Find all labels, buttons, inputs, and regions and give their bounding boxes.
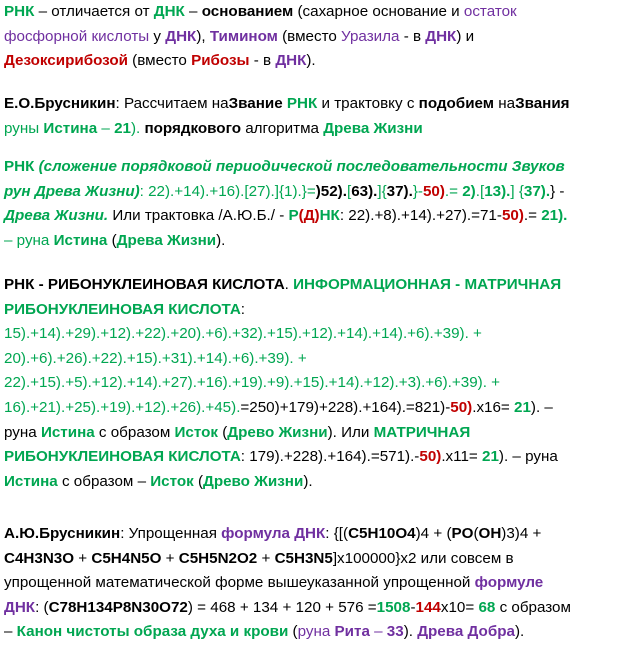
text-run: : Упрощенная	[120, 525, 222, 542]
text-run: }-	[412, 182, 423, 200]
text-run: (	[473, 525, 479, 542]
text-line	[4, 92, 570, 116]
text-run: (вместо	[277, 27, 342, 45]
text-run: Р	[288, 207, 299, 225]
text-line	[4, 0, 517, 24]
text-run: ДНК	[165, 27, 197, 45]
text-run: )	[314, 207, 320, 225]
text-run: (вместо	[127, 52, 192, 70]
text-line	[4, 155, 565, 179]
text-run: : 22).+14).+16).[27).]{1).}=	[139, 182, 316, 200]
text-run: Истина	[43, 119, 98, 137]
text-run: Канон чистоты образа духа и крови	[16, 623, 289, 641]
text-line	[4, 596, 571, 620]
text-run: Звание	[228, 95, 283, 112]
text-run: (	[298, 207, 304, 225]
text-run: 144	[415, 598, 441, 616]
text-line	[4, 620, 524, 644]
text-line	[4, 204, 567, 228]
text-run: ).	[303, 472, 313, 490]
text-line	[4, 470, 313, 494]
text-line	[4, 180, 564, 204]
text-run: ИНФОРМАЦИОННАЯ - МАТРИЧНАЯ	[293, 276, 562, 293]
text-run: ). – руна	[498, 448, 558, 466]
text-run: 15).+14).+29).+12).+22).+20).+6).+32).+15).+12).+14).+14).+6).+39). +	[4, 325, 482, 343]
text-run: Истина	[40, 423, 95, 441]
text-run: Истина	[4, 472, 58, 490]
text-run: : Рассчитаем на	[115, 95, 229, 112]
text-run: ДНК	[275, 52, 307, 70]
text-run: (сахарное основание и	[293, 3, 464, 20]
text-line	[4, 229, 225, 253]
text-run: РНК - РИБОНУКЛЕИНОВАЯ КИСЛОТА	[4, 276, 285, 293]
text-run: : 22).+8).+14).+27).=71-	[339, 207, 502, 225]
text-run: Исток	[174, 423, 218, 441]
text-run: –	[369, 623, 387, 641]
text-run: C5H3N5	[274, 549, 333, 567]
text-run: ),	[196, 27, 210, 45]
text-run: )52).	[315, 182, 347, 200]
text-run: 21	[514, 399, 531, 416]
text-run: Е.О.Брусникин	[4, 95, 116, 112]
text-run: +	[74, 549, 92, 567]
text-run: формуле	[474, 574, 544, 592]
text-run: 50)	[419, 448, 442, 466]
text-run: .x16=	[472, 399, 515, 416]
text-run: алгоритма	[241, 119, 324, 137]
text-run: ) и	[456, 27, 475, 45]
text-run: 2)	[462, 182, 476, 200]
text-run: 50)	[450, 399, 473, 416]
text-run: и трактовку с	[317, 95, 419, 112]
text-run: C5H4N5O	[91, 549, 162, 567]
text-run: Древа Жизни.	[4, 207, 109, 225]
text-run: НК	[319, 207, 340, 225]
text-run: остаток	[463, 3, 517, 20]
text-run: 50)	[422, 182, 445, 200]
text-run: Тимином	[209, 27, 278, 45]
text-run: 21).	[541, 207, 568, 225]
text-run: 50)	[501, 207, 524, 225]
text-run: 68	[478, 598, 496, 616]
text-run: Дезоксирибозой	[4, 52, 128, 70]
text-line	[4, 25, 474, 49]
text-run: ) = 468 + 134 + 120 + 576 =	[187, 598, 377, 616]
text-run: 37).	[523, 182, 551, 200]
text-run: 13).	[484, 182, 511, 200]
text-run: ).	[306, 52, 316, 70]
text-run: РИБОНУКЛЕИНОВАЯ КИСЛОТА	[4, 448, 241, 466]
text-run: РНК	[4, 158, 39, 175]
text-run: Д	[303, 207, 315, 225]
text-run: PO	[451, 525, 474, 542]
text-run: 33	[386, 623, 404, 641]
text-run: .=	[444, 182, 463, 200]
text-run: -	[410, 598, 416, 616]
text-run: - в	[399, 27, 426, 45]
text-run: Истина	[53, 231, 108, 249]
text-line	[4, 49, 316, 73]
text-run: ).	[216, 231, 226, 249]
text-run: А.Ю.Брусникин	[4, 525, 121, 542]
text-run: –	[184, 3, 202, 20]
text-run: упрощенной математической форме вышеуказанной упрощенной	[4, 574, 475, 592]
text-run: :	[240, 300, 246, 318]
text-run: (	[288, 623, 298, 641]
text-run: ).	[514, 623, 525, 641]
text-run: : {[(	[325, 525, 349, 542]
text-run: [	[346, 182, 352, 200]
text-line	[4, 445, 558, 469]
text-line	[4, 547, 514, 571]
text-run: 37).	[386, 182, 413, 200]
text-run: Древа Жизни	[116, 231, 217, 249]
text-run: =	[465, 598, 479, 616]
text-run: ]x100000}x2 или совсем в	[332, 549, 514, 567]
text-run: руна	[297, 623, 335, 641]
text-run: .	[475, 182, 480, 200]
text-run: (сложение порядковой периодической последовательности Звуков	[38, 158, 565, 175]
text-run: рун Древа Жизни)	[4, 182, 140, 200]
text-run: 1508	[376, 598, 411, 616]
text-run: 22).+15).+5).+12).+14).+27).+16).+19).+9).+15).+14).+12).+3).+6).+39). +	[4, 374, 501, 392]
text-run: – отличается от	[34, 3, 154, 20]
text-run: Древа Добра	[417, 623, 515, 641]
text-run: порядкового	[144, 119, 241, 137]
text-line	[4, 571, 543, 595]
text-run: МАТРИЧНАЯ	[373, 423, 471, 441]
text-run: РИБОНУКЛЕИНОВАЯ КИСЛОТА	[4, 300, 241, 318]
text-run: у	[149, 27, 166, 45]
text-run: РНК	[4, 3, 35, 20]
text-run: ).	[130, 119, 145, 137]
text-run: 63).	[351, 182, 378, 200]
text-run: OH	[478, 525, 502, 542]
text-line	[4, 421, 470, 445]
text-line	[4, 347, 307, 371]
text-run: (	[107, 231, 117, 249]
text-run: Уразила	[341, 27, 400, 45]
text-run: –	[4, 623, 17, 641]
text-run: C5H5N2O2	[178, 549, 258, 567]
text-run: (	[218, 423, 228, 441]
text-run: Древа Жизни	[323, 119, 423, 137]
text-run: .	[284, 276, 294, 293]
text-run: - в	[249, 52, 276, 70]
text-run: основанием	[201, 3, 294, 20]
text-run: )4 + (	[415, 525, 452, 542]
text-run: : (	[35, 598, 49, 616]
text-run: Или трактовка /А.Ю.Б./ -	[108, 207, 289, 225]
text-run: ). Или	[327, 423, 374, 441]
text-run: : 179).+228).+164).=571).-	[240, 448, 420, 466]
text-run: .x11=	[441, 448, 482, 466]
text-run: 21	[482, 448, 499, 466]
text-run: с образом	[94, 423, 175, 441]
text-run: Рибозы	[191, 52, 250, 70]
text-run: ).	[403, 623, 418, 641]
text-run: C4H3N3O	[4, 549, 75, 567]
text-line	[4, 298, 245, 322]
text-run: (	[193, 472, 203, 490]
text-run: подобием	[418, 95, 495, 112]
text-run: Исток	[150, 472, 194, 490]
text-run: руны	[4, 119, 44, 137]
text-run: )3)4 +	[501, 525, 542, 542]
text-run: x10	[440, 598, 466, 616]
text-run: C78H134P8N30O72	[48, 598, 188, 616]
text-run: – руна	[4, 231, 54, 249]
text-run: формула ДНК	[221, 525, 326, 542]
text-run: C5H10O4	[348, 525, 416, 542]
text-run: [	[479, 182, 485, 200]
text-run: } -	[550, 182, 565, 200]
text-run: фосфорной кислоты	[4, 27, 150, 45]
text-run: ). –	[530, 399, 553, 416]
text-run: Рита	[334, 623, 370, 641]
text-run: 16).+21).+25).+19).+12).+26).+45).	[4, 399, 241, 416]
text-run: –	[97, 119, 115, 137]
text-run: ДНК	[153, 3, 185, 20]
text-line	[4, 322, 482, 346]
text-run: 21	[114, 119, 131, 137]
text-line	[4, 273, 561, 297]
text-run: ДНК	[425, 27, 457, 45]
text-run: Древо Жизни	[227, 423, 328, 441]
text-run: ] {	[510, 182, 524, 200]
text-run: Звания	[515, 95, 570, 112]
text-run: =250)+179)+228).+164).=821)-	[240, 399, 451, 416]
text-run: руна	[4, 423, 41, 441]
text-run: .=	[523, 207, 542, 225]
text-run: с образом –	[57, 472, 151, 490]
text-line	[4, 522, 541, 546]
text-line	[4, 396, 553, 420]
text-line	[4, 371, 500, 395]
text-run: 20).+6).+26).+22).+15).+31).+14).+6).+39). +	[4, 349, 307, 367]
text-run: ДНК	[4, 598, 36, 616]
text-run: ]{	[377, 182, 387, 200]
text-line	[4, 117, 423, 141]
text-run: РНК	[286, 95, 318, 112]
text-run: +	[161, 549, 179, 567]
text-run: с образом	[495, 598, 571, 616]
text-run: на	[494, 95, 516, 112]
text-run: Древо Жизни	[203, 472, 304, 490]
text-run: +	[257, 549, 275, 567]
